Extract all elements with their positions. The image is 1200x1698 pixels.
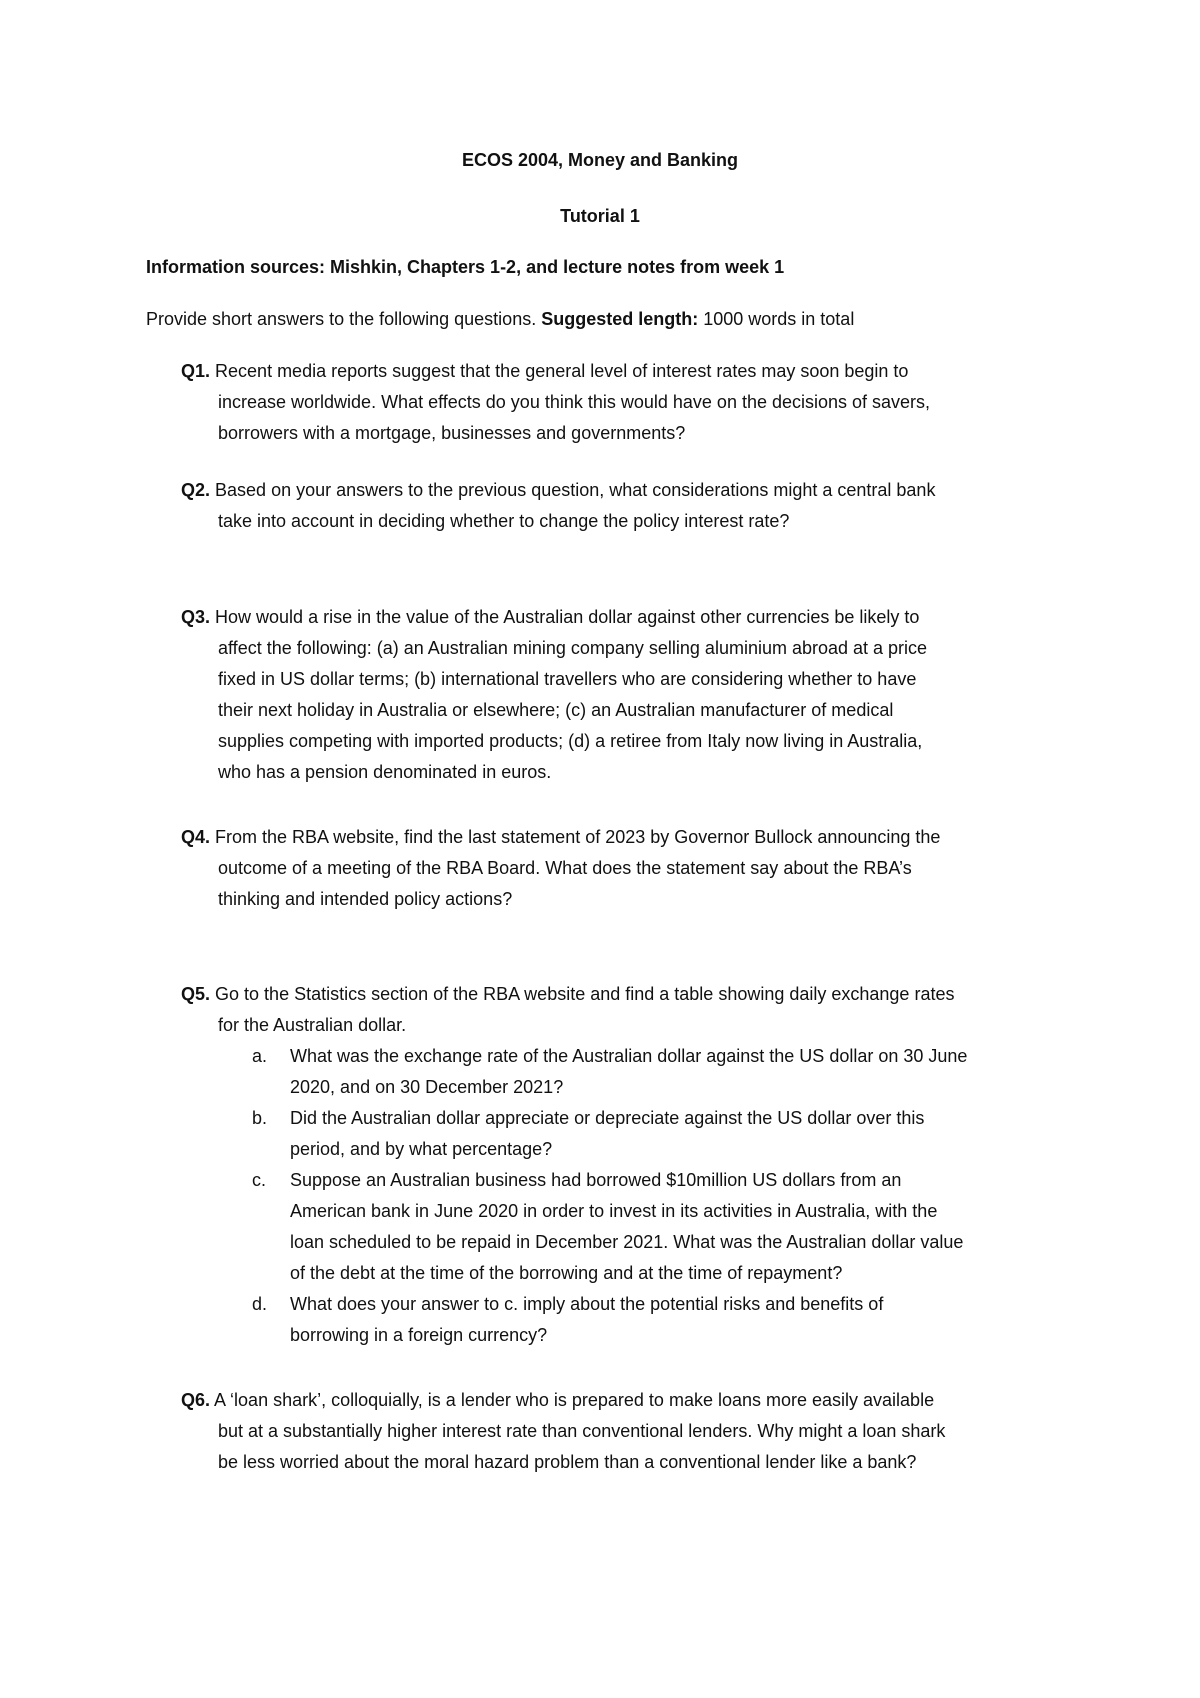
subitem-line: borrowing in a foreign currency? (290, 1325, 548, 1345)
question-6 (181, 1385, 934, 1416)
question-line: thinking and intended policy actions? (218, 889, 513, 909)
subitem-line: of the debt at the time of the borrowing and at the time of repayment? (290, 1263, 843, 1283)
question-line: their next holiday in Australia or elsewhere; (c) an Australian manufacturer of medical (218, 700, 894, 720)
question-4 (181, 822, 940, 853)
instructions-bold: Suggested length: (541, 309, 699, 329)
instructions (146, 304, 854, 335)
question-line: Recent media reports suggest that the general level of interest rates may soon begin to (215, 361, 909, 381)
question-label: Q5. (181, 984, 211, 1004)
question-line: for the Australian dollar. (218, 1015, 407, 1035)
question-line: From the RBA website, find the last statement of 2023 by Governor Bullock announcing the (215, 827, 941, 847)
subitem-line: period, and by what percentage? (290, 1139, 553, 1159)
question-line: Go to the Statistics section of the RBA website and find a table showing daily exchange rates (215, 984, 955, 1004)
question-line: but at a substantially higher interest rate than conventional lenders. Why might a loan shark (218, 1421, 946, 1441)
subitem-line: Did the Australian dollar appreciate or depreciate against the US dollar over this (290, 1108, 925, 1128)
question-1 (181, 356, 908, 387)
question-line: increase worldwide. What effects do you think this would have on the decisions of savers, (218, 392, 931, 412)
question-line: take into account in deciding whether to change the policy interest rate? (218, 511, 790, 531)
question-5 (181, 979, 954, 1010)
question-line: outcome of a meeting of the RBA Board. What does the statement say about the RBA’s (218, 858, 912, 878)
question-2 (181, 475, 935, 506)
instructions-prefix: Provide short answers to the following questions. (146, 309, 542, 329)
document-title: ECOS 2004, Money and Banking (461, 150, 739, 170)
subitem-label: d. (252, 1294, 268, 1314)
subitem-line: 2020, and on 30 December 2021? (290, 1077, 564, 1097)
question-label: Q4. (181, 827, 211, 847)
question-line: How would a rise in the value of the Australian dollar against other currencies be likely to (215, 607, 920, 627)
question-label: Q3. (181, 607, 211, 627)
subitem-line: Suppose an Australian business had borrowed $10million US dollars from an (290, 1170, 902, 1190)
subitem-label: c. (252, 1170, 267, 1190)
question-line: supplies competing with imported products; (d) a retiree from Italy now living in Australia, (218, 731, 923, 751)
question-line: Based on your answers to the previous question, what considerations might a central bank (215, 480, 936, 500)
question-line: borrowers with a mortgage, businesses and governments? (218, 423, 686, 443)
document-subtitle: Tutorial 1 (560, 206, 640, 226)
subitem-label: a. (252, 1046, 268, 1066)
subitem-line: American bank in June 2020 in order to invest in its activities in Australia, with the (290, 1201, 938, 1221)
subitem-line: What does your answer to c. imply about the potential risks and benefits of (290, 1294, 884, 1314)
question-label: Q2. (181, 480, 211, 500)
question-label: Q1. (181, 361, 211, 381)
question-line: affect the following: (a) an Australian mining company selling aluminium abroad at a price (218, 638, 928, 658)
question-line: be less worried about the moral hazard problem than a conventional lender like a bank? (218, 1452, 917, 1472)
subitem-line: What was the exchange rate of the Australian dollar against the US dollar on 30 June (290, 1046, 968, 1066)
question-label: Q6. (181, 1390, 211, 1410)
information-sources: Information sources: Mishkin, Chapters 1-2, and lecture notes from week 1 (146, 257, 785, 277)
subitem-line: loan scheduled to be repaid in December 2021. What was the Australian dollar value (290, 1232, 964, 1252)
instructions-suffix: 1000 words in total (698, 309, 855, 329)
question-line: fixed in US dollar terms; (b) international travellers who are considering whether to have (218, 669, 917, 689)
subitem-label: b. (252, 1108, 268, 1128)
question-line: A ‘loan shark’, colloquially, is a lender who is prepared to make loans more easily available (214, 1390, 935, 1410)
question-3 (181, 602, 919, 633)
question-line: who has a pension denominated in euros. (218, 762, 552, 782)
